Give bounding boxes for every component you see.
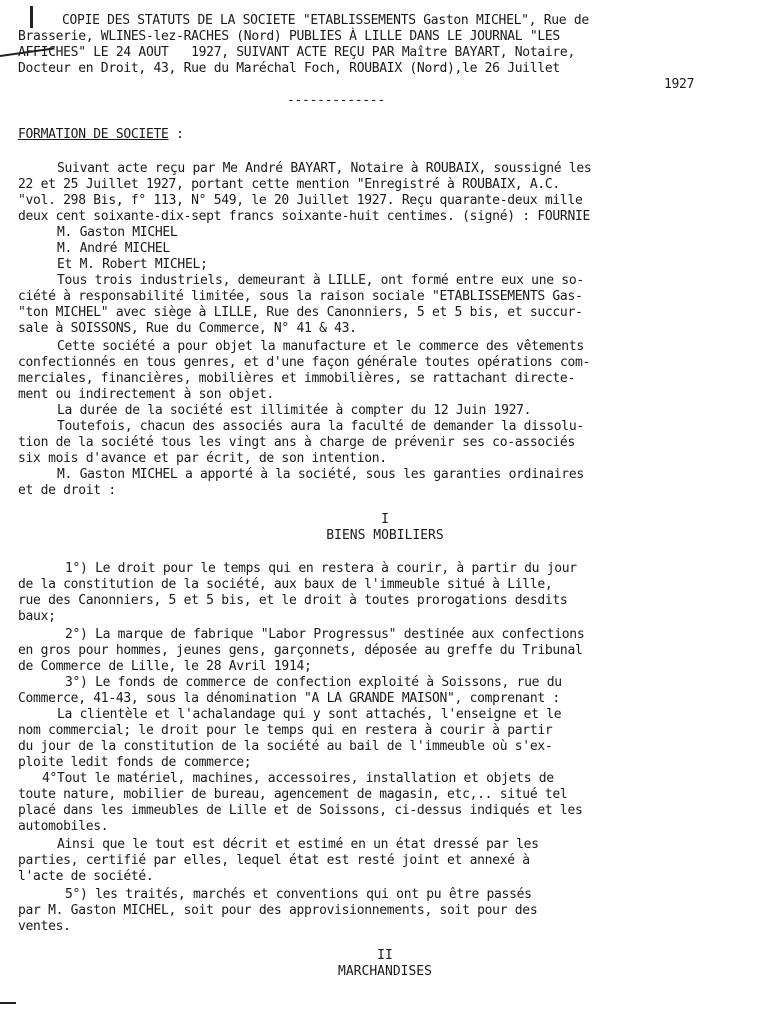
body-line-11: sale à SOISSONS, Rue du Commerce, N° 41 & 43. (18, 321, 357, 336)
body-line-4: deux cent soixante-dix-sept francs soixante-huit centimes. (signé) : FOURNIE (18, 209, 591, 224)
body-line-17: Toutefois, chacun des associés aura la faculté de demander la dissolu- (57, 419, 584, 434)
body-line-1: Suivant acte reçu par Me André BAYART, Notaire à ROUBAIX, soussigné les (57, 161, 592, 176)
body-line-12: Cette société a pour objet la manufacture et le commerce des vêtements (57, 339, 584, 354)
part1-line-18: Ainsi que le tout est décrit et estimé en un état dressé par les (57, 837, 539, 852)
part1-line-23: ventes. (18, 919, 71, 934)
part1-line-10: La clientèle et l'achalandage qui y sont attachés, l'enseigne et le (57, 707, 562, 722)
body-line-6: M. André MICHEL (57, 241, 170, 256)
part1-line-12: du jour de la constitution de la société au bail de l'immeuble où s'ex- (18, 739, 553, 754)
part1-line-11: nom commercial; le droit pour le temps qui en restera à courir à partir (18, 723, 553, 738)
part1-line-16: placé dans les immeubles de Lille et de Soissons, ci-dessus indiqués et les (18, 803, 583, 818)
part1-line-13: ploite ledit fonds de commerce; (18, 755, 252, 770)
body-line-10: "ton MICHEL" avec siège à LILLE, Rue des Canonniers, 5 et 5 bis, et succur- (18, 305, 583, 320)
part1-line-15: toute nature, mobilier de bureau, agencement de magasin, etc,.. situé tel (18, 787, 568, 802)
header-separator: ------------- (287, 93, 385, 108)
body-line-13: confectionnés en tous genres, et d'une façon générale toutes opérations com- (18, 355, 591, 370)
body-line-14: merciales, financières, mobilières et immobilières, se rattachant directe- (18, 371, 575, 386)
part1-line-22: par M. Gaston MICHEL, soit pour des approvisionnements, soit pour des (18, 903, 538, 918)
body-line-21: et de droit : (18, 483, 116, 498)
part1-line-20: l'acte de société. (18, 869, 154, 884)
section-title (18, 127, 184, 142)
part1-line-5: 2°) La marque de fabrique "Labor Progressus" destinée aux confections (65, 627, 585, 642)
scan-mark-top (30, 6, 33, 28)
part1-line-14: 4°Tout le matériel, machines, accessoires, installation et objets de (42, 771, 554, 786)
body-line-2: 22 et 25 Juillet 1927, portant cette mention "Enregistré à ROUBAIX, A.C. (18, 177, 560, 192)
body-line-19: six mois d'avance et par écrit, de son intention. (18, 451, 387, 466)
part1-line-4: baux; (18, 609, 56, 624)
part1-line-3: rue des Canonniers, 5 et 5 bis, et le droit à toutes prorogations desdits (18, 593, 568, 608)
header-line-4: Docteur en Droit, 43, Rue du Maréchal Foch, ROUBAIX (Nord),le 26 Juillet (18, 61, 560, 76)
body-line-15: ment ou indirectement à son objet. (18, 387, 274, 402)
part1-line-1: 1°) Le droit pour le temps qui en restera à courir, à partir du jour (65, 561, 577, 576)
body-line-20: M. Gaston MICHEL a apporté à la société, sous les garanties ordinaires (57, 467, 584, 482)
body-line-9: ciété à responsabilité limitée, sous la raison sociale "ETABLISSEMENTS Gas- (18, 289, 583, 304)
header-line-5: 1927 (664, 77, 695, 92)
body-line-18: tion de la société tous les vingt ans à charge de prévenir ses co-associés (18, 435, 575, 450)
part1-line-9: Commerce, 41-43, sous la dénomination "A LA GRANDE MAISON", comprenant : (18, 691, 560, 706)
part1-title: BIENS MOBILIERS (326, 528, 444, 543)
part1-line-2: de la constitution de la société, aux baux de l'immeuble situé à Lille, (18, 577, 553, 592)
body-line-3: "vol. 298 Bis, f° 113, N° 549, le 20 Juillet 1927. Reçu quarante-deux mille (18, 193, 583, 208)
part1-line-21: 5°) les traités, marchés et conventions qui ont pu être passés (65, 887, 532, 902)
part1-line-19: parties, certifié par elles, lequel état est resté joint et annexé à (18, 853, 530, 868)
part1-line-7: de Commerce de Lille, le 28 Avril 1914; (18, 659, 312, 674)
header-line-3: AFFICHES" LE 24 AOUT 1927, SUIVANT ACTE REÇU PAR Maître BAYART, Notaire, (18, 45, 575, 60)
body-line-5: M. Gaston MICHEL (57, 225, 178, 240)
scan-mark-bottom (0, 1002, 16, 1004)
body-line-16: La durée de la société est illimitée à compter du 12 Juin 1927. (57, 403, 532, 418)
part1-line-8: 3°) Le fonds de commerce de confection exploité à Soissons, rue du (65, 675, 562, 690)
section-title-colon: : (168, 127, 184, 142)
part1-number: I (381, 512, 389, 527)
body-line-8: Tous trois industriels, demeurant à LILLE, ont formé entre eux une so- (57, 273, 584, 288)
part2-title: MARCHANDISES (338, 964, 432, 979)
header-line-2: Brasserie, WLINES-lez-RACHES (Nord) PUBLIES À LILLE DANS LE JOURNAL "LES (18, 29, 560, 44)
body-line-7: Et M. Robert MICHEL; (57, 257, 208, 272)
part1-line-6: en gros pour hommes, jeunes gens, garçonnets, déposée au greffe du Tribunal (18, 643, 583, 658)
part2-number: II (377, 948, 393, 963)
part1-line-17: automobiles. (18, 819, 109, 834)
section-title-text: FORMATION DE SOCIETE (18, 127, 169, 142)
header-line-1: COPIE DES STATUTS DE LA SOCIETE "ETABLISSEMENTS Gaston MICHEL", Rue de (62, 13, 589, 28)
